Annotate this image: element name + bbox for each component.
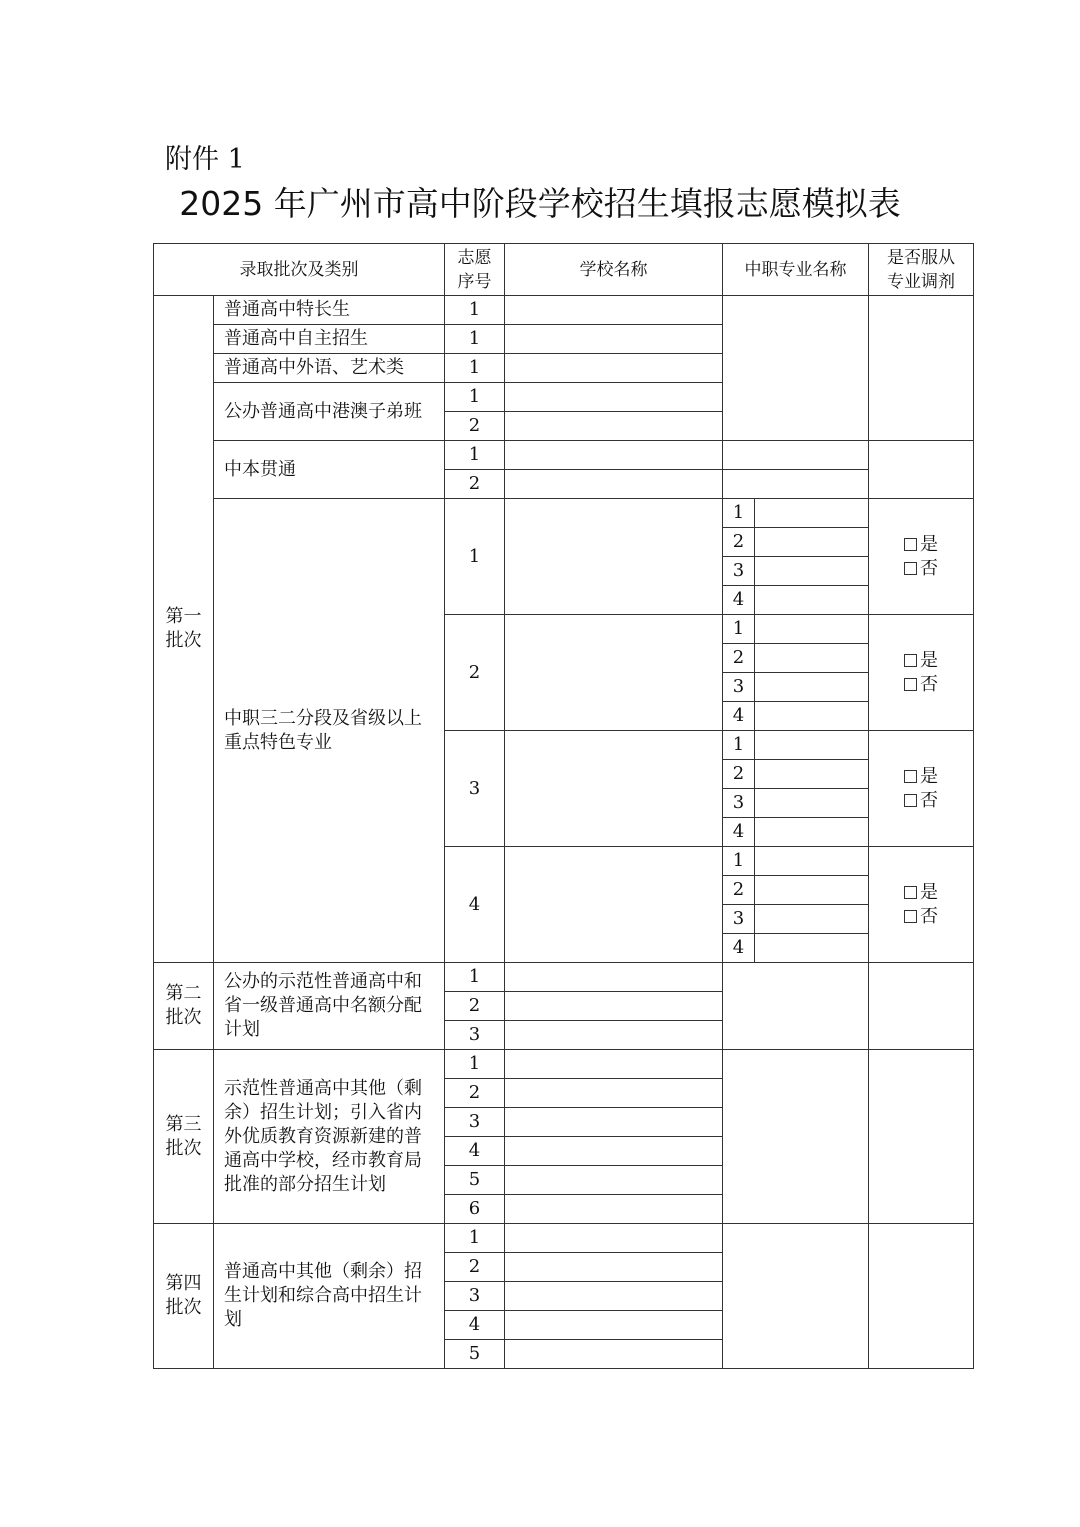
order-number: 1 [445,963,505,992]
page-title: 2025 年广州市高中阶段学校招生填报志愿模拟表 [179,184,901,223]
no-option[interactable]: 否 [904,790,938,811]
major-order-number: 4 [723,818,755,847]
school-name-field[interactable] [505,325,723,354]
order-number: 2 [445,992,505,1021]
batch1-label: 第一 批次 [154,296,214,963]
order-number: 2 [445,470,505,499]
major-field-blank [723,1224,869,1369]
header-category: 录取批次及类别 [154,244,445,296]
batch2-category: 公办的示范性普通高中和省一级普通高中名额分配计划 [214,963,445,1050]
checkbox-icon[interactable] [904,538,917,551]
major-name-field[interactable] [755,615,869,644]
table-header [154,244,974,296]
checkbox-icon[interactable] [904,794,917,807]
yes-option[interactable]: 是 [904,534,938,555]
major-name-field[interactable] [755,528,869,557]
checkbox-icon[interactable] [904,562,917,575]
checkbox-icon[interactable] [904,770,917,783]
order-number: 3 [445,1108,505,1137]
school-name-field[interactable] [505,1079,723,1108]
major-field-blank [723,1050,869,1224]
major-order-number: 3 [723,789,755,818]
major-name-field[interactable] [755,905,869,934]
school-name-field[interactable] [505,1253,723,1282]
checkbox-icon[interactable] [904,678,917,691]
major-order-number: 1 [723,731,755,760]
yes-option[interactable]: 是 [904,766,938,787]
category-lang-art: 普通高中外语、艺术类 [214,354,445,383]
major-name-field[interactable] [755,731,869,760]
major-name-field[interactable] [755,876,869,905]
school-name-field[interactable] [505,1137,723,1166]
no-option[interactable]: 否 [904,674,938,695]
school-name-field[interactable] [505,1108,723,1137]
major-order-number: 4 [723,586,755,615]
obey-choice [869,615,974,731]
major-name-field[interactable] [723,441,869,470]
header-obey: 是否服从 专业调剂 [869,244,974,296]
order-number: 1 [445,325,505,354]
obey-field-blank [869,441,974,499]
batch4-label: 第四 批次 [154,1224,214,1369]
major-name-field[interactable] [755,760,869,789]
school-name-field[interactable] [505,1340,723,1369]
page-bottom-margin [0,1376,1080,1527]
obey-field-blank [869,1224,974,1369]
order-number: 1 [445,383,505,412]
checkbox-icon[interactable] [904,654,917,667]
school-name-field[interactable] [505,1050,723,1079]
major-name-field[interactable] [755,644,869,673]
obey-choice [869,499,974,615]
yes-option[interactable]: 是 [904,882,938,903]
school-name-field[interactable] [505,1195,723,1224]
obey-choice [869,731,974,847]
major-name-field[interactable] [755,818,869,847]
category-vocational: 中职三二分段及省级以上 重点特色专业 [214,499,445,963]
order-number: 1 [445,1050,505,1079]
table-row [154,499,974,528]
school-name-field[interactable] [505,992,723,1021]
major-order-number: 2 [723,644,755,673]
school-name-field[interactable] [505,296,723,325]
school-name-field[interactable] [505,354,723,383]
order-number: 5 [445,1340,505,1369]
batch4-category: 普通高中其他（剩余）招生计划和综合高中招生计划 [214,1224,445,1369]
order-number: 2 [445,412,505,441]
header-school: 学校名称 [505,244,723,296]
school-name-field[interactable] [505,1021,723,1050]
major-name-field[interactable] [755,847,869,876]
order-number: 3 [445,1021,505,1050]
school-name-field[interactable] [505,615,723,731]
category-self: 普通高中自主招生 [214,325,445,354]
checkbox-icon[interactable] [904,886,917,899]
order-number: 4 [445,1137,505,1166]
major-order-number: 2 [723,876,755,905]
order-number: 1 [445,441,505,470]
school-name-field[interactable] [505,1166,723,1195]
order-number: 4 [445,1311,505,1340]
order-number: 3 [445,1282,505,1311]
table-row [154,1050,974,1079]
major-order-number: 2 [723,760,755,789]
table-row [154,441,974,470]
category-zhongben: 中本贯通 [214,441,445,499]
obey-field-blank [869,963,974,1050]
school-name-field[interactable] [505,1282,723,1311]
category-special: 普通高中特长生 [214,296,445,325]
order-number: 4 [445,847,505,963]
order-number: 2 [445,1253,505,1282]
major-order-number: 1 [723,615,755,644]
order-number: 1 [445,296,505,325]
major-name-field[interactable] [755,789,869,818]
obey-field-blank [869,1050,974,1224]
table-row [154,963,974,992]
no-option[interactable]: 否 [904,558,938,579]
table-row [154,296,974,325]
order-number: 2 [445,615,505,731]
volunteer-form-table [153,243,974,1369]
major-order-number: 2 [723,528,755,557]
major-name-field[interactable] [755,499,869,528]
order-number: 2 [445,1079,505,1108]
school-name-field[interactable] [505,470,723,499]
school-name-field[interactable] [505,441,723,470]
order-number: 1 [445,1224,505,1253]
order-number: 3 [445,731,505,847]
major-field-blank [723,963,869,1050]
batch3-label: 第三 批次 [154,1050,214,1224]
category-hkmacao: 公办普通高中港澳子弟班 [214,383,445,441]
school-name-field[interactable] [505,412,723,441]
major-order-number: 4 [723,702,755,731]
attachment-label: 附件 1 [165,144,245,175]
order-number: 1 [445,354,505,383]
major-name-field[interactable] [755,934,869,963]
school-name-field[interactable] [505,499,723,615]
batch3-category: 示范性普通高中其他（剩余）招生计划；引入省内外优质教育资源新建的普通高中学校，经市教育局批准的部分招生计划 [214,1050,445,1224]
order-number: 1 [445,499,505,615]
major-name-field[interactable] [755,673,869,702]
major-name-field[interactable] [755,557,869,586]
checkbox-icon[interactable] [904,910,917,923]
no-option[interactable]: 否 [904,906,938,927]
school-name-field[interactable] [505,963,723,992]
school-name-field[interactable] [505,383,723,412]
major-order-number: 4 [723,934,755,963]
yes-option[interactable]: 是 [904,650,938,671]
major-order-number: 3 [723,557,755,586]
header-major: 中职专业名称 [723,244,869,296]
school-name-field[interactable] [505,847,723,963]
major-order-number: 1 [723,499,755,528]
major-field-blank [723,296,869,441]
school-name-field[interactable] [505,731,723,847]
table-row [154,1224,974,1253]
school-name-field[interactable] [505,1311,723,1340]
major-name-field[interactable] [755,586,869,615]
batch2-label: 第二 批次 [154,963,214,1050]
school-name-field[interactable] [505,1224,723,1253]
order-number: 5 [445,1166,505,1195]
order-number: 6 [445,1195,505,1224]
major-name-field[interactable] [723,470,869,499]
major-order-number: 3 [723,905,755,934]
major-name-field[interactable] [755,702,869,731]
obey-field-blank [869,296,974,441]
header-order: 志愿 序号 [445,244,505,296]
major-order-number: 3 [723,673,755,702]
major-order-number: 1 [723,847,755,876]
obey-choice [869,847,974,963]
